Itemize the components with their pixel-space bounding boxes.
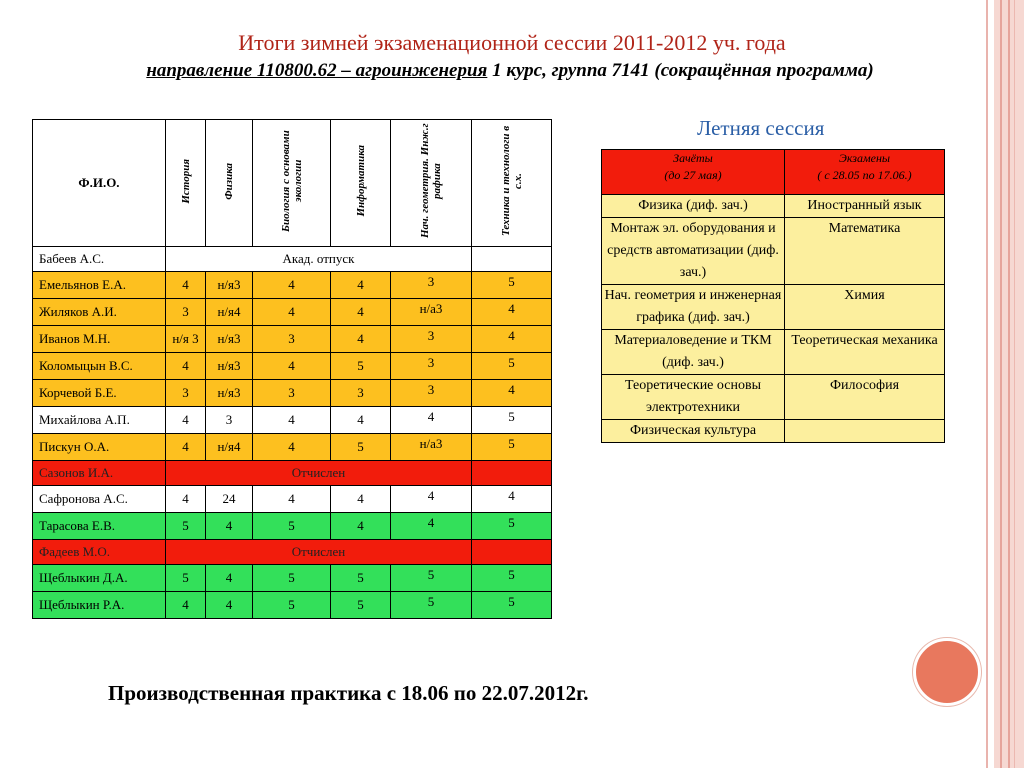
credit-cell: Материаловедение и ТКМ (диф. зач.) bbox=[602, 330, 785, 375]
grade-cell: н/я4 bbox=[206, 434, 253, 461]
header-subject bbox=[253, 120, 331, 247]
student-name: Щеблыкин Д.А. bbox=[33, 565, 166, 592]
grade-cell: 4 bbox=[253, 299, 331, 326]
student-name: Корчевой Б.Е. bbox=[33, 380, 166, 407]
grade-cell: 4 bbox=[253, 486, 331, 513]
student-name: Бабеев А.С. bbox=[33, 247, 166, 272]
grade-cell: 5 bbox=[253, 592, 331, 619]
grade-cell: 4 bbox=[331, 272, 391, 299]
grade-cell: 4 bbox=[391, 407, 472, 434]
header-subject-label: Информатика bbox=[354, 145, 367, 217]
grade-cell: 5 bbox=[391, 565, 472, 592]
header-fio: Ф.И.О. bbox=[33, 120, 166, 247]
grade-cell: н/я 3 bbox=[166, 326, 206, 353]
summer-row bbox=[602, 420, 945, 443]
grade-cell: 4 bbox=[331, 326, 391, 353]
summer-row bbox=[602, 375, 945, 420]
grade-cell: 5 bbox=[472, 434, 552, 461]
grade-cell: 4 bbox=[253, 353, 331, 380]
decor-border-line bbox=[1008, 0, 1010, 768]
exam-cell: Философия bbox=[785, 375, 945, 420]
grade-cell: 4 bbox=[206, 565, 253, 592]
exam-cell: Теоретическая механика bbox=[785, 330, 945, 375]
header-subject bbox=[331, 120, 391, 247]
exam-cell: Математика bbox=[785, 218, 945, 285]
grade-cell: 3 bbox=[391, 353, 472, 380]
grade-cell: н/я3 bbox=[206, 272, 253, 299]
grade-cell: 5 bbox=[331, 434, 391, 461]
table-row bbox=[33, 461, 552, 486]
header-subject bbox=[472, 120, 552, 247]
header-exams bbox=[785, 150, 945, 195]
table-row bbox=[33, 380, 552, 407]
student-name: Жиляков А.И. bbox=[33, 299, 166, 326]
status-merged: Отчислен bbox=[166, 461, 472, 486]
grade-cell bbox=[472, 540, 552, 565]
credit-cell: Нач. геометрия и инженерная графика (диф. зач.) bbox=[602, 285, 785, 330]
grades-table bbox=[32, 119, 552, 619]
grade-cell: 3 bbox=[331, 380, 391, 407]
page-subtitle bbox=[60, 60, 960, 82]
grade-cell: 4 bbox=[166, 486, 206, 513]
grade-cell: 4 bbox=[206, 513, 253, 540]
grade-cell: 3 bbox=[391, 272, 472, 299]
grade-cell: 3 bbox=[391, 380, 472, 407]
summer-row bbox=[602, 195, 945, 218]
grades-header-row bbox=[33, 120, 552, 247]
student-name: Михайлова А.П. bbox=[33, 407, 166, 434]
grade-cell: 5 bbox=[331, 353, 391, 380]
grade-cell: 4 bbox=[166, 434, 206, 461]
grade-cell: 3 bbox=[206, 407, 253, 434]
grade-cell: 5 bbox=[331, 592, 391, 619]
student-name: Иванов М.Н. bbox=[33, 326, 166, 353]
table-row bbox=[33, 353, 552, 380]
grade-cell: 4 bbox=[472, 326, 552, 353]
grade-cell: 5 bbox=[253, 513, 331, 540]
credit-cell: Физическая культура bbox=[602, 420, 785, 443]
page-title: Итоги зимней экзаменационной сессии 2011-2012 уч. года bbox=[238, 30, 786, 55]
credit-cell: Физика (диф. зач.) bbox=[602, 195, 785, 218]
subtitle-group: 1 курс, группа 7141 (сокращённая программа) bbox=[487, 60, 874, 81]
grade-cell: н/а3 bbox=[391, 299, 472, 326]
credit-cell: Монтаж эл. оборудования и средств автоматизации (диф. зач.) bbox=[602, 218, 785, 285]
grade-cell: 5 bbox=[391, 592, 472, 619]
decor-border-line bbox=[1000, 0, 1002, 768]
grade-cell: 3 bbox=[166, 299, 206, 326]
table-row bbox=[33, 326, 552, 353]
header-subject-label: Физика bbox=[223, 162, 235, 200]
grade-cell: 3 bbox=[166, 380, 206, 407]
grade-cell: 24 bbox=[206, 486, 253, 513]
exam-cell bbox=[785, 420, 945, 443]
table-row bbox=[33, 513, 552, 540]
header-line: (до 27 мая) bbox=[664, 168, 722, 182]
header-subject-label: Техника и технологи в с.х. bbox=[499, 125, 524, 237]
status-merged: Отчислен bbox=[166, 540, 472, 565]
grade-cell: 5 bbox=[331, 565, 391, 592]
table-row bbox=[33, 592, 552, 619]
summer-header-row bbox=[602, 150, 945, 195]
grade-cell: 4 bbox=[391, 513, 472, 540]
grade-cell: 5 bbox=[472, 407, 552, 434]
table-row bbox=[33, 540, 552, 565]
table-row bbox=[33, 434, 552, 461]
grade-cell bbox=[472, 247, 552, 272]
grade-cell: н/я3 bbox=[206, 353, 253, 380]
grade-cell: 4 bbox=[166, 407, 206, 434]
student-name: Сазонов И.А. bbox=[33, 461, 166, 486]
header-line: Зачёты bbox=[673, 151, 713, 165]
student-name: Коломыцын В.С. bbox=[33, 353, 166, 380]
grade-cell: 5 bbox=[472, 272, 552, 299]
summer-session-title: Летняя сессия bbox=[697, 116, 825, 140]
student-name: Емельянов Е.А. bbox=[33, 272, 166, 299]
table-row bbox=[33, 272, 552, 299]
grade-cell: 4 bbox=[391, 486, 472, 513]
grade-cell: н/я4 bbox=[206, 299, 253, 326]
subtitle-direction: направление 110800.62 – агроинженерия bbox=[146, 60, 488, 81]
summer-row bbox=[602, 218, 945, 285]
grade-cell: 3 bbox=[253, 326, 331, 353]
grade-cell: н/а3 bbox=[391, 434, 472, 461]
table-row bbox=[33, 247, 552, 272]
grade-cell: 4 bbox=[253, 272, 331, 299]
grade-cell: 4 bbox=[253, 434, 331, 461]
grade-cell bbox=[472, 461, 552, 486]
header-subject bbox=[166, 120, 206, 247]
credit-cell: Теоретические основы электротехники bbox=[602, 375, 785, 420]
student-name: Фадеев М.О. bbox=[33, 540, 166, 565]
student-name: Сафронова А.С. bbox=[33, 486, 166, 513]
table-row bbox=[33, 299, 552, 326]
grade-cell: 4 bbox=[206, 592, 253, 619]
grade-cell: 3 bbox=[391, 326, 472, 353]
grade-cell: 4 bbox=[472, 380, 552, 407]
grade-cell: 4 bbox=[331, 486, 391, 513]
header-subject-label: История bbox=[179, 158, 192, 204]
grade-cell: 5 bbox=[472, 565, 552, 592]
header-line: ( с 28.05 по 17.06.) bbox=[817, 168, 912, 182]
grade-cell: 4 bbox=[331, 299, 391, 326]
grade-cell: 4 bbox=[253, 407, 331, 434]
table-row bbox=[33, 486, 552, 513]
header-credits bbox=[602, 150, 785, 195]
grade-cell: 4 bbox=[472, 299, 552, 326]
header-subject-label: Биология с основами экологии bbox=[279, 130, 304, 232]
grade-cell: 4 bbox=[166, 592, 206, 619]
exam-cell: Иностранный язык bbox=[785, 195, 945, 218]
header-line: Экзамены bbox=[838, 151, 891, 165]
header-subject bbox=[391, 120, 472, 247]
student-name: Пискун О.А. bbox=[33, 434, 166, 461]
decor-border-line bbox=[986, 0, 988, 768]
grade-cell: 4 bbox=[331, 407, 391, 434]
summer-row bbox=[602, 330, 945, 375]
exam-cell: Химия bbox=[785, 285, 945, 330]
student-name: Щеблыкин Р.А. bbox=[33, 592, 166, 619]
table-row bbox=[33, 407, 552, 434]
grade-cell: н/я3 bbox=[206, 326, 253, 353]
summer-row bbox=[602, 285, 945, 330]
header-subject-label: Нач. геометрия. Инж.г рафика bbox=[419, 123, 443, 239]
grade-cell: 5 bbox=[166, 513, 206, 540]
grade-cell: н/я3 bbox=[206, 380, 253, 407]
decor-border-line bbox=[1014, 0, 1015, 768]
grade-cell: 4 bbox=[166, 353, 206, 380]
grade-cell: 4 bbox=[472, 486, 552, 513]
grade-cell: 4 bbox=[166, 272, 206, 299]
student-name: Тарасова Е.В. bbox=[33, 513, 166, 540]
summer-session-table bbox=[601, 149, 945, 443]
table-row bbox=[33, 565, 552, 592]
grade-cell: 5 bbox=[253, 565, 331, 592]
header-subject bbox=[206, 120, 253, 247]
grade-cell: 5 bbox=[472, 513, 552, 540]
decor-circle bbox=[913, 638, 981, 706]
practice-note: Производственная практика с 18.06 по 22.07.2012г. bbox=[108, 681, 589, 705]
grade-cell: 5 bbox=[166, 565, 206, 592]
grade-cell: 5 bbox=[472, 592, 552, 619]
status-merged: Акад. отпуск bbox=[166, 247, 472, 272]
grade-cell: 3 bbox=[253, 380, 331, 407]
grade-cell: 5 bbox=[472, 353, 552, 380]
grade-cell: 4 bbox=[331, 513, 391, 540]
